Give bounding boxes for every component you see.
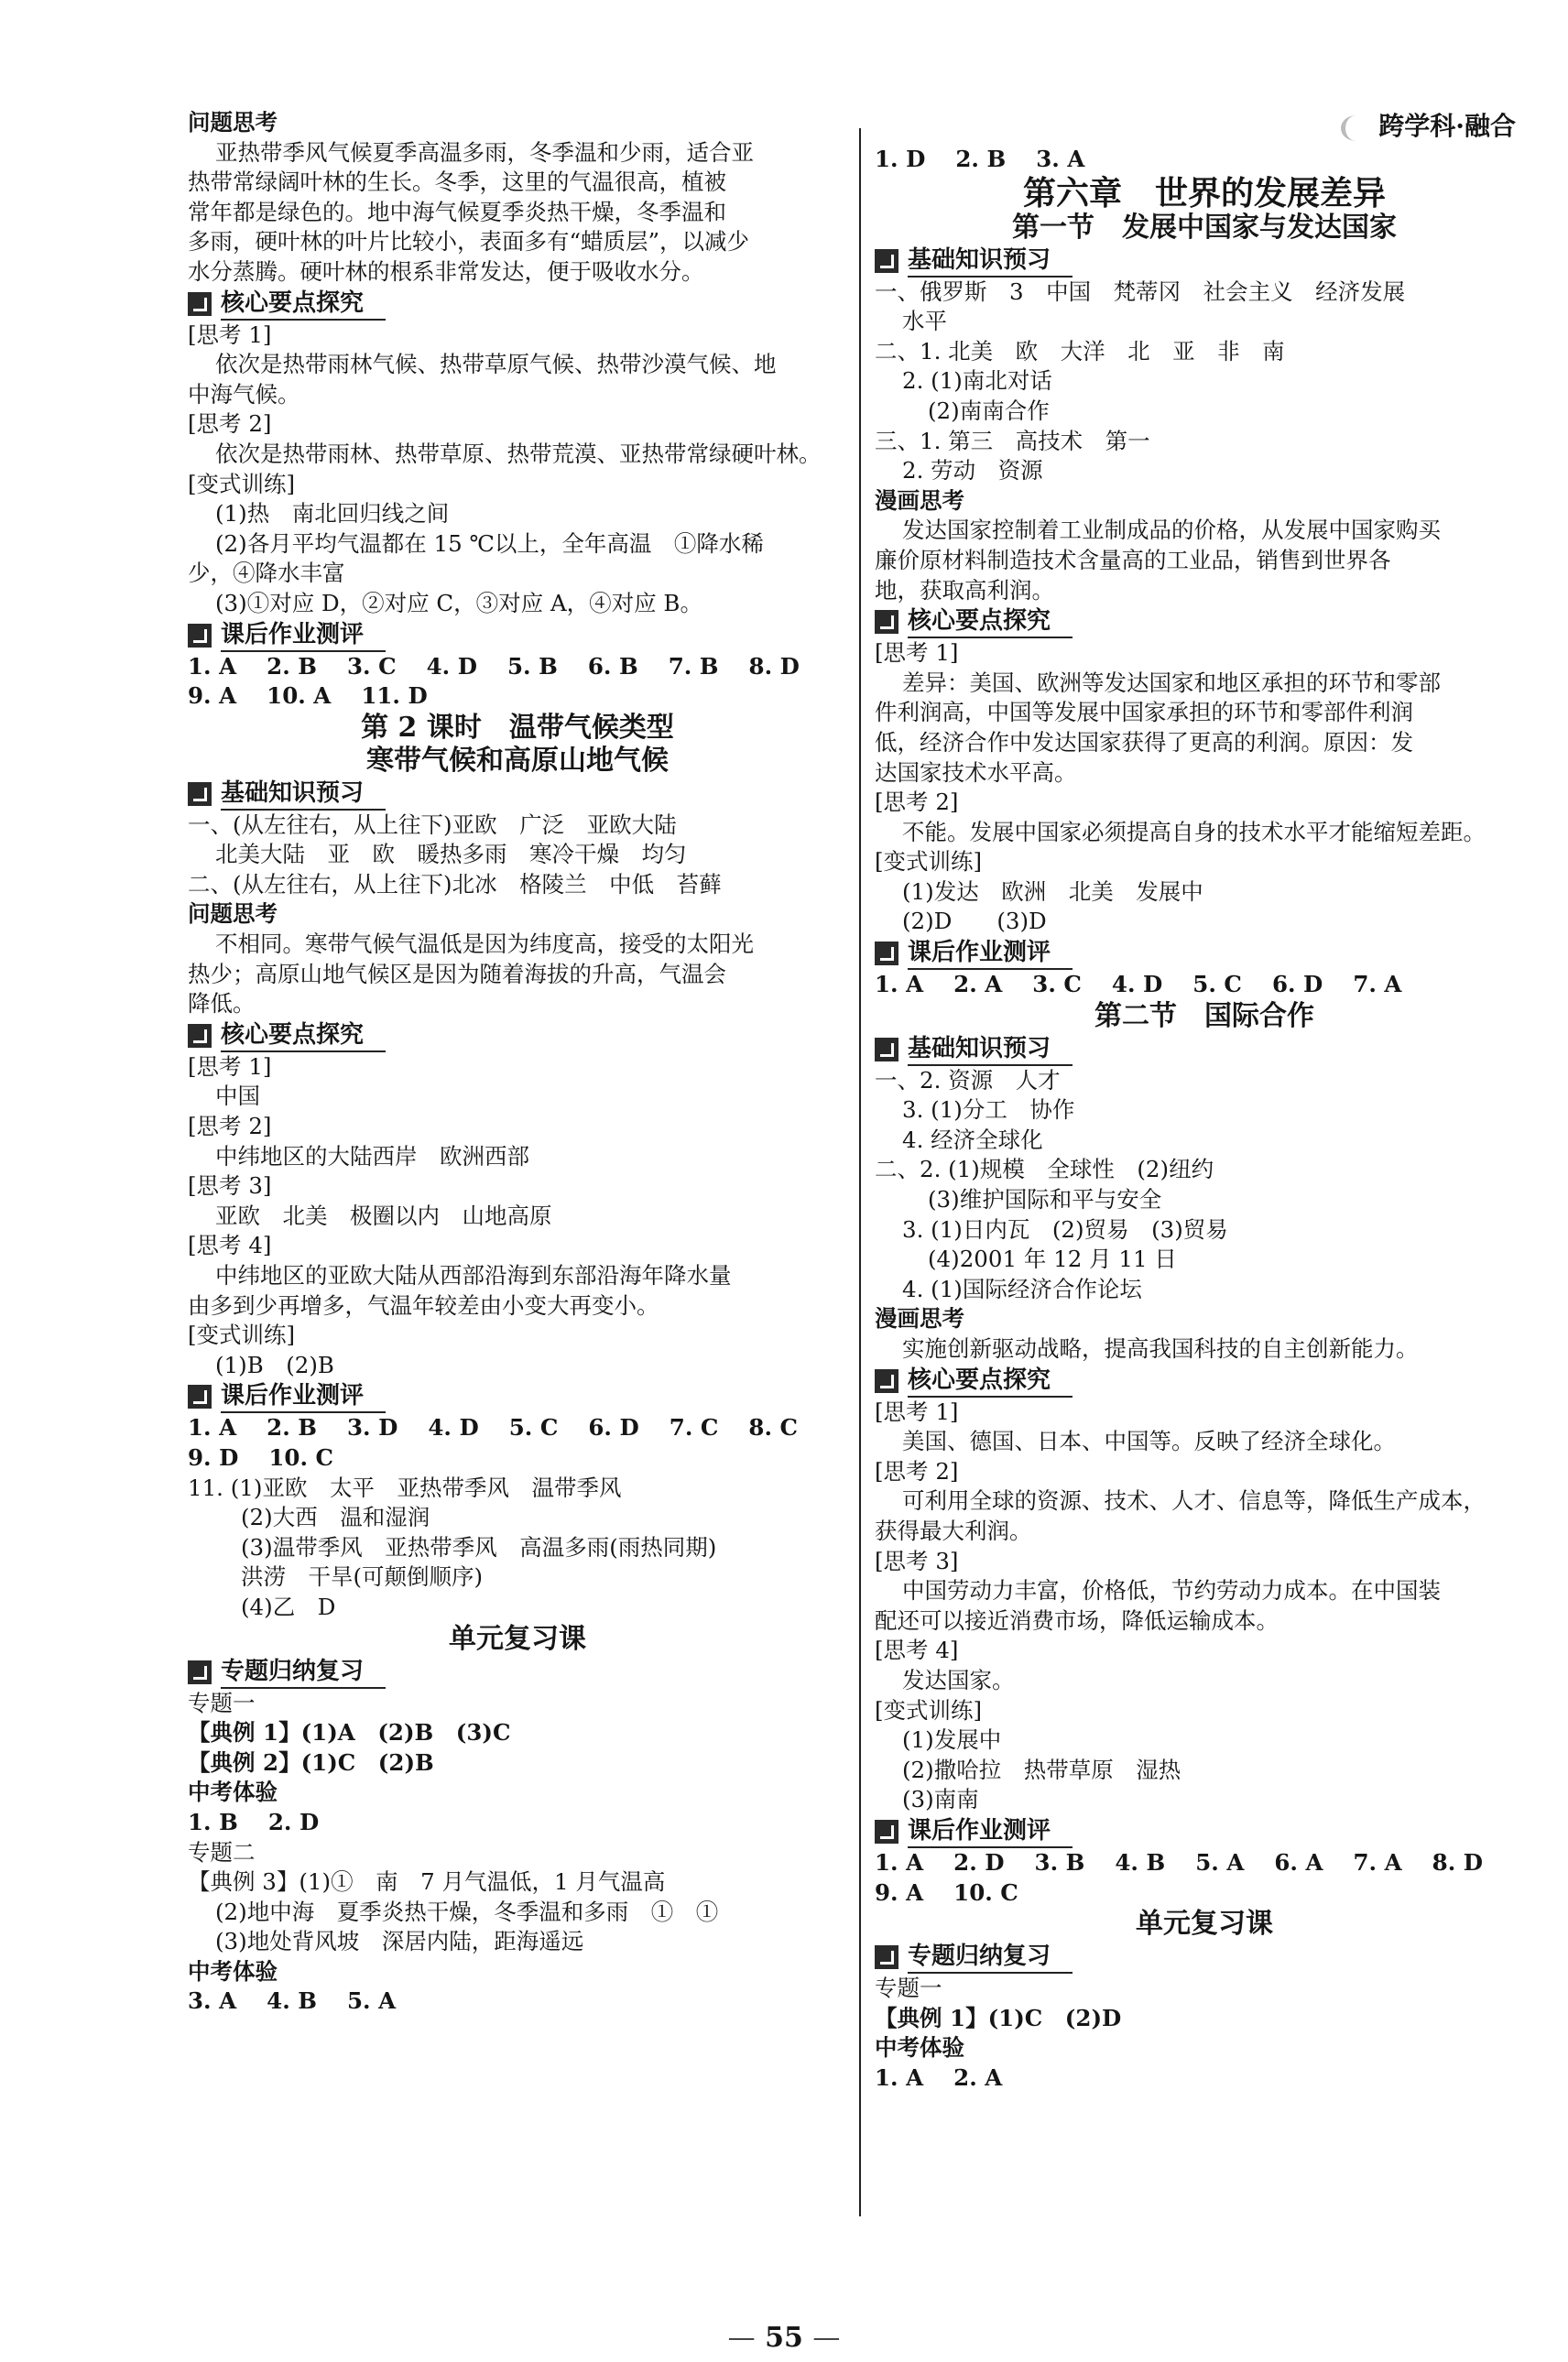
section-header: [188, 288, 847, 321]
text-line: 一、俄罗斯 3 中国 梵蒂冈 社会主义 经济发展: [875, 278, 1406, 305]
page-number: [0, 2322, 1568, 2354]
section-header: [188, 619, 847, 652]
text-line: 【典例 3】(1)① 南 7 月气温低，1 月气温高: [188, 1868, 666, 1896]
bold-line: 9. A 10. C: [875, 1878, 1018, 1906]
text-line: [思考 1]: [188, 321, 272, 348]
text-line: [思考 4]: [875, 1637, 959, 1664]
text-line: 可利用全球的资源、技术、人才、信息等，降低生产成本，: [902, 1487, 1486, 1515]
section-arrow-icon: [875, 942, 898, 965]
text-line: 北美大陆 亚 欧 暖热多雨 寒冷干燥 均匀: [215, 841, 687, 868]
section-header-label: 基础知识预习: [908, 1033, 1073, 1066]
section-header: [188, 1380, 847, 1413]
text-line: (2)撒哈拉 热带草原 湿热: [902, 1756, 1181, 1783]
bold-line: 3. A 4. B 5. A: [188, 1987, 397, 2015]
bold-line: 1. B 2. D: [188, 1808, 320, 1835]
section-header-label: 课后作业测评: [908, 1815, 1073, 1848]
bold-line: 问题思考: [188, 900, 278, 928]
text-line: 一、2. 资源 人才: [875, 1066, 1061, 1094]
section-arrow-icon: [188, 782, 212, 806]
bold-line: 1. A 2. B 3. C 4. D 5. B 6. B 7. B 8. D: [188, 652, 800, 680]
section-header: [875, 245, 1534, 278]
right-column: [875, 108, 1534, 2093]
text-line: (1)B (2)B: [215, 1351, 334, 1378]
section-arrow-icon: [875, 1369, 898, 1393]
text-line: [思考 3]: [875, 1547, 959, 1574]
text-line: 热带常绿阔叶林的生长。冬季，这里的气温很高，植被: [188, 169, 726, 196]
text-line: 4. (1)国际经济合作论坛: [902, 1275, 1142, 1302]
cross-discipline-label: 跨学科·融合: [1378, 111, 1516, 141]
left-column: [188, 108, 847, 2017]
text-line: (2)大西 温和湿润: [241, 1504, 430, 1531]
bold-line: 【典例 1】(1)A (2)B (3)C: [188, 1719, 511, 1747]
chapter-heading: 第六章 世界的发展差异: [1022, 173, 1386, 212]
text-line: 常年都是绿色的。地中海气候夏季炎热干燥，冬季温和: [188, 198, 726, 225]
bold-line: 问题思考: [188, 109, 278, 136]
lesson-heading: 单元复习课: [449, 1622, 586, 1655]
text-line: 2. 劳动 资源: [902, 457, 1043, 484]
bold-line: 中考体验: [188, 1779, 278, 1806]
text-line: [思考 1]: [188, 1052, 272, 1080]
text-line: 多雨，硬叶林的叶片比较小，表面多有“蜡质层”，以减少: [188, 228, 750, 256]
text-line: 4. 经济全球化: [902, 1126, 1043, 1153]
text-line: [思考 3]: [188, 1172, 272, 1200]
text-line: 发达国家控制着工业制成品的价格，从发展中国家购买: [902, 517, 1441, 544]
text-line: 获得最大利润。: [875, 1517, 1032, 1544]
text-line: 一、(从左往右，从上往下)亚欧 广泛 亚欧大陆: [188, 811, 677, 838]
section-arrow-icon: [188, 1385, 212, 1409]
section-header-label: 核心要点探究: [908, 1365, 1073, 1398]
text-line: 地，获取高利润。: [875, 576, 1054, 604]
text-line: 差异：美国、欧洲等发达国家和地区承担的环节和零部: [902, 669, 1441, 696]
bold-line: 1. A 2. A: [875, 2063, 1003, 2091]
section-arrow-icon: [875, 1820, 898, 1844]
page-number-dash-left: —: [727, 2322, 756, 2354]
text-line: 依次是热带雨林气候、热带草原气候、热带沙漠气候、地: [215, 351, 777, 378]
text-line: (3)地处背风坡 深居内陆，距海遥远: [215, 1928, 584, 1955]
text-line: 依次是热带雨林、热带草原、热带荒漠、亚热带常绿硬叶林。: [215, 440, 822, 467]
section-header-label: 核心要点探究: [221, 1019, 386, 1052]
text-line: [思考 4]: [188, 1232, 272, 1259]
text-line: 件利润高，中国等发展中国家承担的环节和零部件利润: [875, 699, 1413, 726]
text-line: (4)2001 年 12 月 11 日: [928, 1246, 1177, 1273]
lesson-heading: 第二节 国际合作: [1094, 999, 1314, 1032]
text-line: 中海气候。: [188, 380, 300, 408]
page-number-value: 55: [765, 2322, 803, 2354]
text-line: 配还可以接近消费市场，降低运输成本。: [875, 1606, 1279, 1634]
text-line: (2)D (3)D: [902, 908, 1047, 935]
bold-line: 漫画思考: [875, 486, 964, 514]
bold-line: 【典例 2】(1)C (2)B: [188, 1748, 434, 1776]
text-line: 中纬地区的亚欧大陆从西部沿海到东部沿海年降水量: [215, 1262, 732, 1289]
text-line: [思考 1]: [875, 639, 959, 667]
bold-line: 漫画思考: [875, 1305, 964, 1333]
bold-line: 中考体验: [875, 2034, 964, 2062]
section-header-label: 课后作业测评: [221, 619, 386, 652]
text-line: 水分蒸腾。硬叶林的根系非常发达，便于吸收水分。: [188, 257, 704, 285]
text-line: [变式训练]: [875, 1696, 983, 1724]
text-line: [思考 2]: [875, 789, 959, 816]
text-line: 降低。: [188, 990, 256, 1018]
text-line: 实施创新驱动战略，提高我国科技的自主创新能力。: [902, 1335, 1419, 1362]
text-line: [变式训练]: [188, 1322, 296, 1349]
text-line: (1)热 南北回归线之间: [215, 500, 450, 528]
text-line: [思考 1]: [875, 1398, 959, 1425]
text-line: [变式训练]: [188, 470, 296, 497]
text-line: 二、1. 北美 欧 大洋 北 亚 非 南: [875, 337, 1285, 365]
section-header: [875, 1941, 1534, 1974]
text-line: 中纬地区的大陆西岸 欧洲西部: [215, 1142, 529, 1170]
column-divider: [859, 128, 861, 2216]
section-header-label: 专题归纳复习: [908, 1941, 1073, 1974]
bold-line: 1. A 2. D 3. B 4. B 5. A 6. A 7. A 8. D: [875, 1848, 1483, 1876]
section-header: [875, 605, 1534, 638]
section-header: [875, 1365, 1534, 1398]
lesson-heading: 单元复习课: [1136, 1908, 1273, 1941]
text-line: 11. (1)亚欧 太平 亚热带季风 温带季风: [188, 1474, 622, 1501]
lesson-heading: 第 2 课时 温带气候类型: [361, 711, 674, 744]
section-header-label: 核心要点探究: [908, 605, 1073, 638]
bold-line: 【典例 1】(1)C (2)D: [875, 2004, 1122, 2031]
text-line: 专题二: [188, 1838, 256, 1866]
text-line: 低，经济合作中发达国家获得了更高的利润。原因：发: [875, 728, 1413, 756]
bold-line: 1. D 2. B 3. A: [875, 146, 1085, 172]
text-line: 少，④降水丰富: [188, 560, 345, 587]
section-header-label: 基础知识预习: [221, 778, 386, 811]
text-line: 发达国家。: [902, 1666, 1015, 1693]
text-line: 亚热带季风气候夏季高温多雨，冬季温和少雨，适合亚: [215, 138, 754, 166]
section-header-label: 课后作业测评: [221, 1380, 386, 1413]
section-header: [875, 937, 1534, 970]
text-line: 3. (1)日内瓦 (2)贸易 (3)贸易: [902, 1215, 1228, 1243]
text-line: [变式训练]: [875, 848, 983, 876]
bold-line: 9. A 10. A 11. D: [188, 682, 428, 710]
text-line: 洪涝 干旱(可颠倒顺序): [241, 1563, 484, 1591]
section-arrow-icon: [875, 249, 898, 273]
text-line: (2)南南合作: [928, 397, 1050, 424]
section-header: [188, 778, 847, 811]
section-arrow-icon: [875, 1038, 898, 1061]
text-line: 3. (1)分工 协作: [902, 1096, 1075, 1124]
crescent-icon: [1341, 115, 1371, 141]
text-line: 廉价原材料制造技术含量高的工业品，销售到世界各: [875, 546, 1391, 573]
section-arrow-icon: [188, 292, 212, 316]
lesson-heading: 寒带气候和高原山地气候: [366, 744, 669, 777]
cross-discipline-header: [875, 108, 1534, 145]
text-line: 专题一: [875, 1975, 942, 2002]
text-line: (1)发展中: [902, 1726, 1002, 1754]
text-line: 二、(从左往右，从上往下)北冰 格陵兰 中低 苔藓: [188, 870, 722, 898]
bold-line: 中考体验: [188, 1957, 278, 1985]
section-header-label: 基础知识预习: [908, 245, 1073, 278]
text-line: 达国家技术水平高。: [875, 758, 1077, 786]
section-arrow-icon: [188, 1660, 212, 1684]
text-line: 亚欧 北美 极圈以内 山地高原: [215, 1202, 552, 1229]
text-line: (2)各月平均气温都在 15 ℃以上，全年高温 ①降水稀: [215, 529, 764, 557]
section-header-label: 专题归纳复习: [221, 1656, 386, 1689]
section-arrow-icon: [188, 624, 212, 648]
text-line: [思考 2]: [188, 410, 272, 438]
text-line: 专题一: [188, 1689, 256, 1716]
section-header-label: 核心要点探究: [221, 288, 386, 321]
text-line: 不能。发展中国家必须提高自身的技术水平才能缩短差距。: [902, 818, 1486, 845]
text-line: 中国劳动力丰富，价格低，节约劳动力成本。在中国装: [902, 1577, 1441, 1605]
text-line: [思考 2]: [875, 1457, 959, 1485]
text-line: 不相同。寒带气候气温低是因为纬度高，接受的太阳光: [215, 931, 754, 958]
bold-line: 1. A 2. A 3. C 4. D 5. C 6. D 7. A: [875, 971, 1402, 998]
text-line: 热少；高原山地气候区是因为随着海拔的升高，气温会: [188, 960, 726, 987]
text-line: 三、1. 第三 高技术 第一: [875, 427, 1150, 454]
section-header: [875, 1815, 1534, 1848]
text-line: (2)地中海 夏季炎热干燥，冬季温和多雨 ① ①: [215, 1898, 719, 1925]
section-header: [188, 1656, 847, 1689]
text-line: 由多到少再增多，气温年较差由小变大再变小。: [188, 1291, 659, 1319]
page-number-dash-right: —: [812, 2322, 841, 2354]
text-line: 美国、德国、日本、中国等。反映了经济全球化。: [902, 1428, 1396, 1455]
section-header-label: 课后作业测评: [908, 937, 1073, 970]
lesson-heading: 第一节 发展中国家与发达国家: [1012, 211, 1397, 244]
text-line: 水平: [902, 308, 947, 335]
text-line: [思考 2]: [188, 1113, 272, 1140]
text-line: (3)温带季风 亚热带季风 高温多雨(雨热同期): [241, 1533, 717, 1561]
section-arrow-icon: [875, 610, 898, 634]
text-line: (1)发达 欧洲 北美 发展中: [902, 877, 1203, 905]
bold-line: 9. D 10. C: [188, 1443, 334, 1471]
section-arrow-icon: [188, 1024, 212, 1048]
text-line: (3)①对应 D，②对应 C，③对应 A，④对应 B。: [215, 589, 702, 616]
text-line: 中国: [215, 1083, 260, 1110]
bold-line: 1. A 2. B 3. D 4. D 5. C 6. D 7. C 8. C: [188, 1414, 799, 1442]
section-header: [875, 1033, 1534, 1066]
text-line: 二、2. (1)规模 全球性 (2)纽约: [875, 1156, 1214, 1183]
text-line: (3)南南: [902, 1786, 979, 1813]
text-line: (4)乙 D: [241, 1593, 336, 1620]
section-header: [188, 1019, 847, 1052]
section-arrow-icon: [875, 1945, 898, 1969]
text-line: (3)维护国际和平与安全: [928, 1186, 1162, 1214]
text-line: 2. (1)南北对话: [902, 367, 1052, 395]
